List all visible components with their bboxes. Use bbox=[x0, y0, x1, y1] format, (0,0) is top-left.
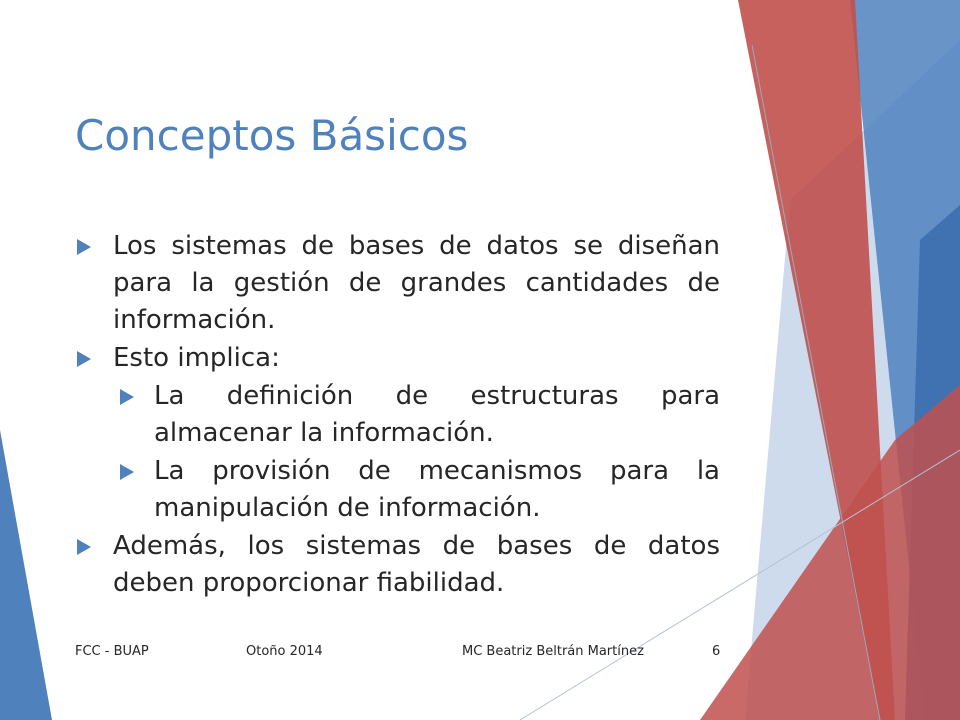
footer-page-number: 6 bbox=[712, 644, 721, 659]
bullet-item bbox=[75, 528, 720, 602]
footer-author: MC Beatriz Beltrán Martínez bbox=[462, 644, 644, 659]
triangle-arrow-icon bbox=[120, 389, 134, 405]
bullet-item bbox=[75, 228, 720, 339]
sub-bullet-item bbox=[75, 378, 720, 452]
bullet-text: Además, los sistemas de bases de datos deben proporcionar fiabilidad. bbox=[113, 531, 720, 598]
footer-date: Otoño 2014 bbox=[246, 644, 323, 659]
left-blue-stripe bbox=[0, 430, 52, 720]
triangle-arrow-icon bbox=[77, 351, 91, 367]
bullet-text: Esto implica: bbox=[113, 343, 280, 373]
triangle-arrow-icon bbox=[120, 464, 134, 480]
bullet-text: La definición de estructuras para almacenar la información. bbox=[154, 381, 720, 448]
bullet-text: La provisión de mecanismos para la manipulación de información. bbox=[154, 456, 720, 523]
triangle-arrow-icon bbox=[77, 539, 91, 555]
bullet-list bbox=[75, 228, 720, 603]
slide-title: Conceptos Básicos bbox=[75, 111, 469, 160]
footer-institution: FCC - BUAP bbox=[75, 644, 149, 659]
bullet-text: Los sistemas de bases de datos se diseñan para la gestión de grandes cantidades de información. bbox=[113, 231, 720, 335]
sub-bullet-item bbox=[75, 453, 720, 527]
bullet-item bbox=[75, 340, 720, 377]
triangle-arrow-icon bbox=[77, 239, 91, 255]
